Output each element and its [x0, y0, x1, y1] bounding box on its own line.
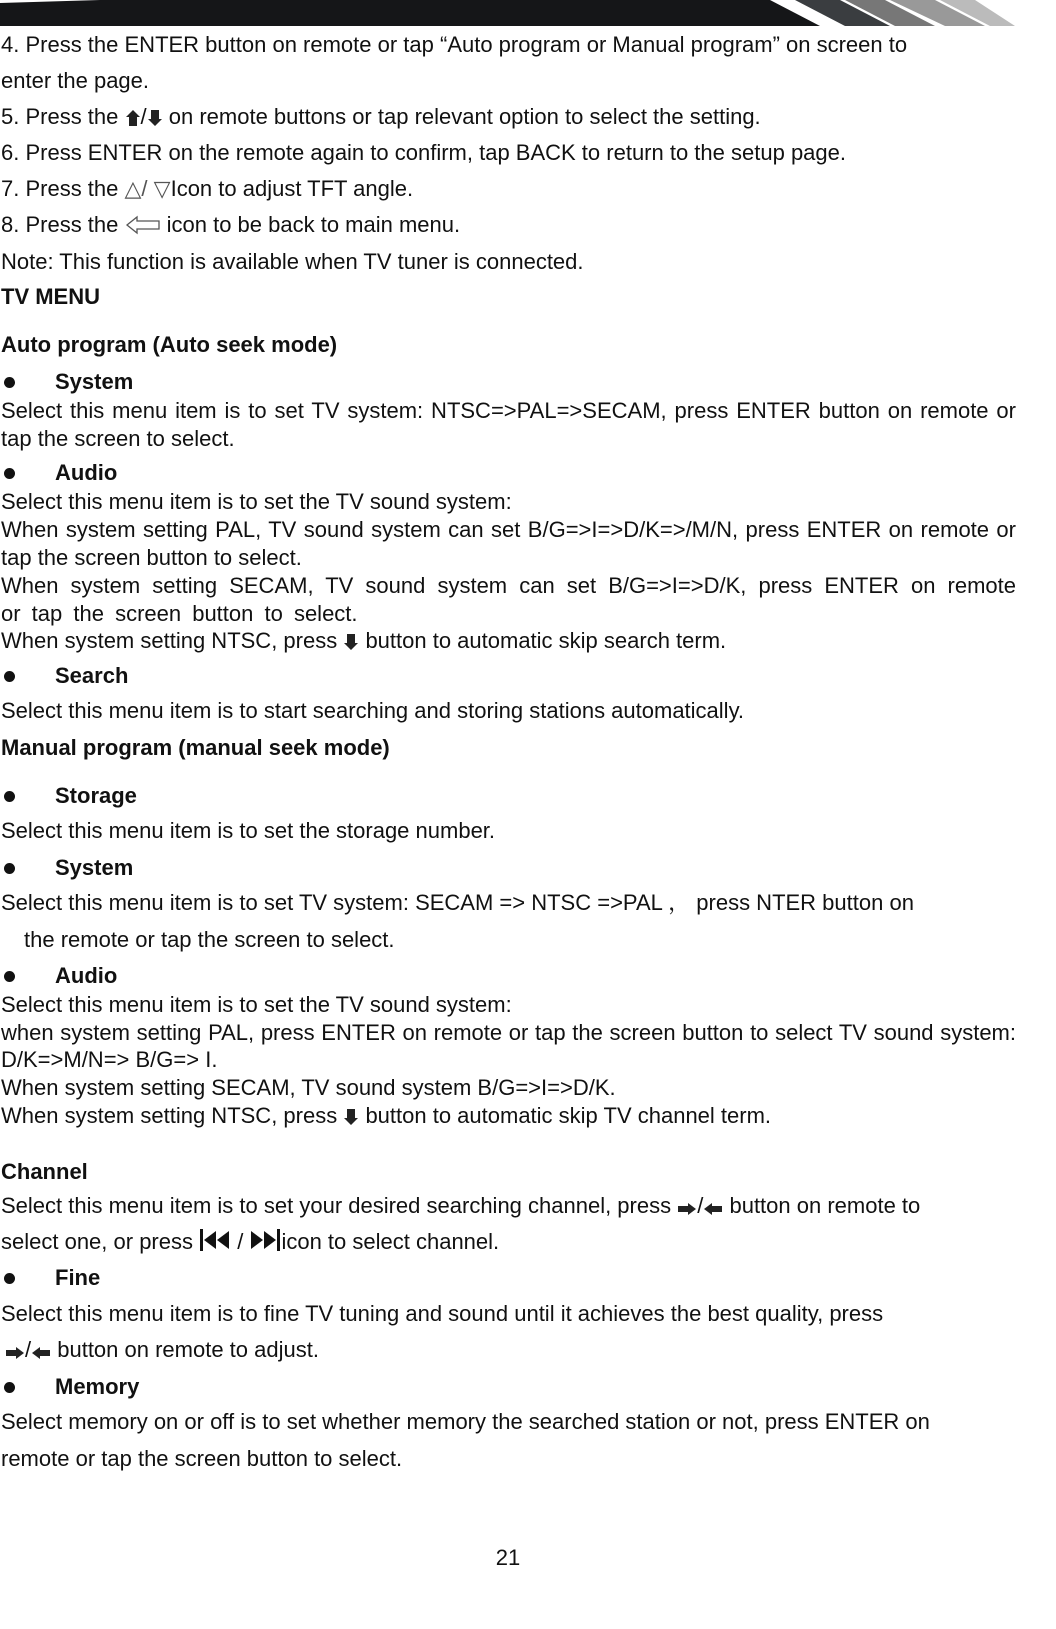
text: / [140, 104, 147, 129]
text: icon to select channel. [281, 1229, 500, 1254]
bullet-icon [4, 791, 15, 802]
text: / [231, 1229, 250, 1254]
text: 8. Press the [1, 212, 125, 237]
auto-audio-secam: When system setting SECAM, TV sound system can set B/G=>I=>D/K, press ENTER on remote or tap the screen button to select. [1, 573, 1016, 626]
bullet-icon [4, 1273, 15, 1284]
fine-line1: Select this menu item is to fine TV tuning and sound until it achieves the best quality, press [1, 1301, 884, 1326]
text: System [55, 855, 134, 880]
auto-search-text: Select this menu item is to start searching and storing stations automatically. [1, 698, 745, 723]
manual-audio-line1: Select this menu item is to set the TV sound system: [1, 992, 512, 1017]
down-arrow-icon [343, 1108, 359, 1126]
note: Note: This function is available when TV tuner is connected. [1, 249, 584, 274]
text: When system setting NTSC, press [1, 628, 344, 653]
text: Icon to adjust TFT angle. [170, 176, 414, 201]
back-arrow-icon [125, 215, 161, 235]
text: button to automatic skip TV channel term. [359, 1103, 772, 1128]
text: icon to be back to main menu. [160, 212, 461, 237]
bullet-icon [4, 863, 15, 874]
text: Audio [55, 460, 118, 485]
text: 7. Press the [1, 176, 125, 201]
channel-heading: Channel [1, 1159, 88, 1184]
text: button on remote to adjust. [51, 1337, 319, 1362]
page-number: 21 [495, 1545, 521, 1570]
auto-system-text: Select this menu item is to set TV system: NTSC=>PAL=>SECAM, press ENTER button on remote or tap the screen to select. [1, 398, 1016, 451]
triangle-icons: △/ ▽ [124, 176, 171, 201]
text: Audio [55, 963, 118, 988]
text: button to automatic skip search term. [359, 628, 727, 653]
text: Select this menu item is to set your desired searching channel, press [1, 1193, 678, 1218]
text: Search [55, 663, 129, 688]
left-arrow-icon [703, 1202, 723, 1216]
text: select one, or press [1, 1229, 200, 1254]
text: System [55, 369, 134, 394]
bullet-storage [1, 782, 137, 810]
text: When system setting NTSC, press [1, 1103, 344, 1128]
bullet-icon [4, 971, 15, 982]
right-arrow-icon [677, 1202, 697, 1216]
text: 5. Press the [1, 104, 125, 129]
manual-system-line1: Select this menu item is to set TV system: SECAM => NTSC =>PAL ， press NTER button on [1, 890, 914, 915]
manual-audio-secam: When system setting SECAM, TV sound system B/G=>I=>D/K. [1, 1075, 616, 1100]
bullet-fine [1, 1264, 100, 1292]
step-4-line2: enter the page. [1, 68, 150, 93]
bullet-icon [4, 377, 15, 388]
step-8 [1, 211, 1016, 239]
step-5 [1, 103, 1016, 131]
manual-audio-ntsc [1, 1102, 1016, 1130]
bullet-icon [4, 671, 15, 682]
left-arrow-icon [31, 1346, 51, 1360]
down-arrow-icon [343, 633, 359, 651]
text: on remote buttons or tap relevant option to select the setting. [162, 104, 761, 129]
text: button on remote to [723, 1193, 921, 1218]
down-arrow-icon [147, 109, 163, 127]
auto-audio-line1: Select this menu item is to set the TV sound system: [1, 489, 512, 514]
step-7 [1, 175, 1016, 203]
auto-audio-ntsc [1, 627, 1016, 655]
previous-icon [199, 1228, 231, 1252]
bullet-audio [1, 962, 117, 990]
memory-line2: remote or tap the screen button to select. [1, 1446, 403, 1471]
bullet-system [1, 368, 133, 396]
right-arrow-icon [5, 1346, 25, 1360]
tv-menu-heading: TV MENU [1, 284, 100, 309]
bullet-search [1, 662, 128, 690]
bullet-icon [4, 1382, 15, 1393]
memory-line1: Select memory on or off is to set whether memory the searched station or not, press ENTER on [1, 1409, 930, 1434]
next-icon [249, 1228, 281, 1252]
step-4-line1: 4. Press the ENTER button on remote or tap “Auto program or Manual program” on screen to [1, 32, 908, 57]
auto-audio-pal: When system setting PAL, TV sound system can set B/G=>I=>D/K=>/M/N, press ENTER on remote or tap the screen button to select. [1, 517, 1016, 570]
bullet-icon [4, 468, 15, 479]
text: Fine [55, 1265, 101, 1290]
manual-audio-pal: when system setting PAL, press ENTER on remote or tap the screen button to select TV sound system: D/K=>M/N=> B/G=> I. [1, 1020, 1016, 1072]
bullet-system [1, 854, 133, 882]
manual-system-line2: the remote or tap the screen to select. [24, 927, 395, 952]
up-arrow-icon [125, 109, 141, 127]
manual-program-heading: Manual program (manual seek mode) [1, 735, 390, 760]
bullet-memory [1, 1373, 139, 1401]
text: / [697, 1193, 704, 1218]
bullet-audio [1, 459, 117, 487]
channel-line1 [1, 1192, 1016, 1220]
step-6: 6. Press ENTER on the remote again to confirm, tap BACK to return to the setup page. [1, 140, 846, 165]
auto-program-heading: Auto program (Auto seek mode) [1, 332, 338, 357]
text: / [25, 1337, 32, 1362]
fine-line2 [5, 1336, 1020, 1364]
text: Storage [55, 783, 137, 808]
text: Memory [55, 1374, 140, 1399]
manual-storage-text: Select this menu item is to set the storage number. [1, 818, 496, 843]
header-banner [0, 0, 1056, 26]
channel-line2 [1, 1228, 1016, 1256]
